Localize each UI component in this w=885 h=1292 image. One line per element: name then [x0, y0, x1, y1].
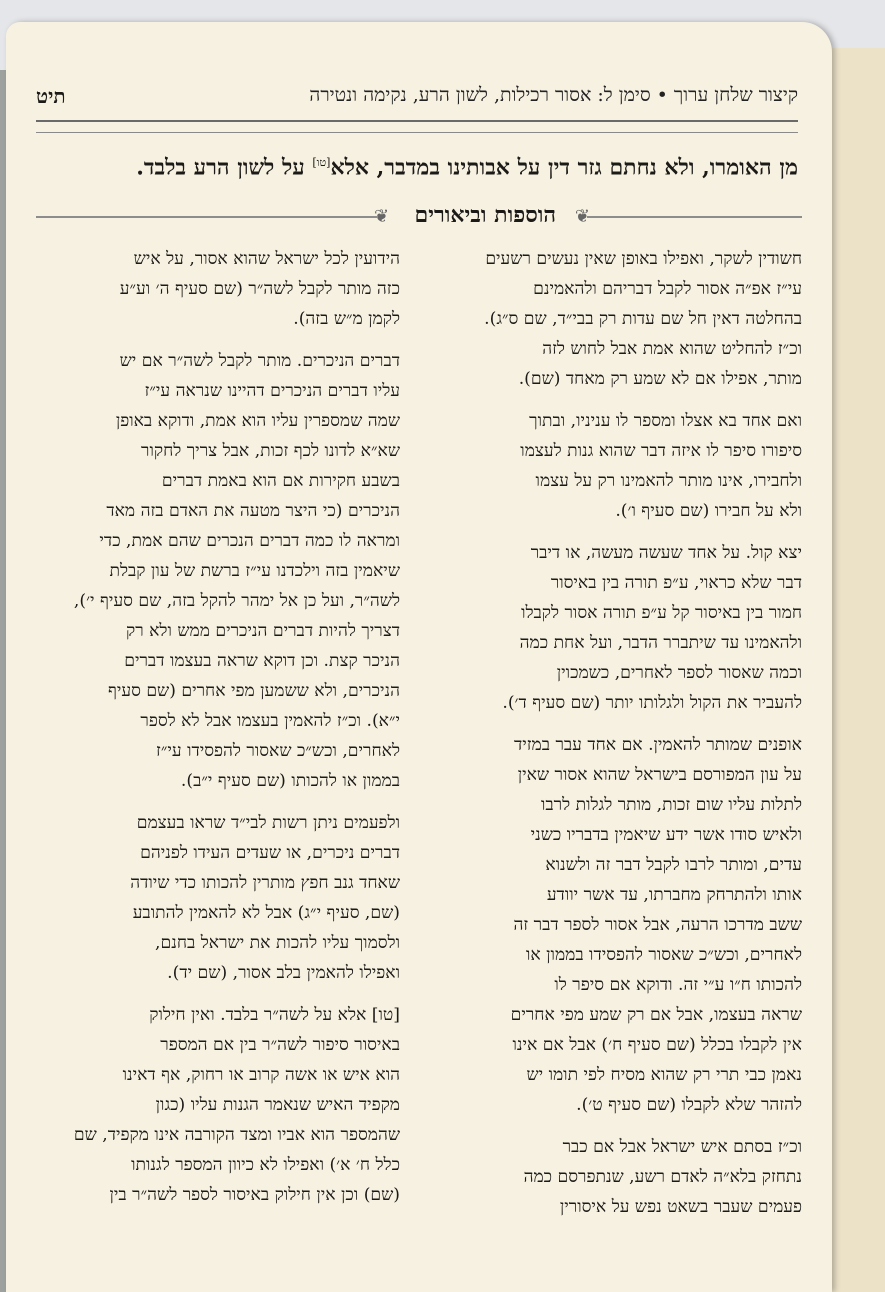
- paragraph: [50, 244, 400, 334]
- paragraph: [458, 730, 802, 1120]
- text-line: עליו דברים הניכרים דהיינו שנראה עי״ז: [144, 381, 400, 401]
- left-column: [50, 244, 400, 1222]
- text-line: הניכרים, ולא ששמען מפי אחרים (שם סעיף: [107, 681, 400, 701]
- text-line: ולהאמינו עד שיתברר הדבר, ועל אחת כמה: [519, 633, 802, 653]
- text-line: בשבע חקירות אם הוא באמת דברים: [161, 471, 400, 491]
- paragraph: [50, 346, 400, 796]
- text-line: אין לקבלו בכלל (שם סעיף ח׳) אבל אם אינו: [512, 1035, 802, 1055]
- text-line: יצא קול. על אחד שעשה מעשה, או דיבר: [530, 543, 802, 563]
- text-line: ולחבירו, אינו מותר להאמינו רק על עצמו: [535, 471, 802, 491]
- main-text-before: מן האומרו, ולא נחתם גזר דין על אבותינו במדבר, אלא: [330, 154, 798, 181]
- text-line: דבר שלא כראוי, ע״פ תורה בין באיסור: [550, 573, 802, 593]
- text-line: י״א). וכ״ז להאמין בעצמו אבל לא לספר: [140, 711, 400, 731]
- text-line: פעמים שעבר בשאט נפש על איסורין: [559, 1197, 802, 1217]
- text-line: מקפיד האיש שנאמר הגנות עליו (כגון: [155, 1095, 400, 1115]
- text-line: עדים, ומותר לרבו לקבל דבר זה ולשנוא: [545, 855, 802, 875]
- text-line: ששב מדרכו הרעה, אבל אסור לספר דבר זה: [513, 915, 802, 935]
- main-text-line: [36, 150, 798, 180]
- text-line: ומראה לו כמה דברים הנכרים שהם אמת, כדי: [99, 531, 400, 551]
- paragraph: [458, 1132, 802, 1222]
- main-text-after: על לשון הרע בלבד.: [136, 154, 313, 181]
- text-line: להכותו ח״ו ע״י זה. ודוקא אם סיפר לו: [554, 975, 802, 995]
- text-line: ולא על חבירו (שם סעיף ו׳).: [615, 501, 802, 521]
- book-page: [6, 22, 832, 1292]
- page-number: תיט: [36, 84, 66, 108]
- text-line: הידועין לכל ישראל שהוא אסור, על איש: [133, 249, 400, 269]
- text-line: ולפעמים ניתן רשות לבי״ד שראו בעצמם: [136, 813, 400, 833]
- text-line: שהמספר הוא אביו ומצד הקורבה אינו מקפיד, שם: [73, 1125, 400, 1145]
- text-line: וכ״ז להחליט שהוא אמת אבל לחוש לזה: [542, 339, 802, 359]
- text-line: [טו] אלא על לשה״ר בלבד. ואין חילוק: [149, 1005, 400, 1025]
- text-line: אופנים שמותר להאמין. אם אחד עבר במזיד: [513, 735, 802, 755]
- text-line: בהחלטה דאין חל שם עדות רק בבי״ד, שם ס״ג).: [484, 309, 802, 329]
- text-line: כזה מותר לקבל לשה״ר (שם סעיף ה׳ וע״ע: [119, 279, 400, 299]
- text-line: להזהר שלא לקבלו (שם סעיף ט׳).: [576, 1095, 802, 1115]
- text-line: נתחזק בלא״ה לאדם רשע, שנתפרסם כמה: [523, 1167, 802, 1187]
- section-divider: [36, 200, 802, 234]
- text-line: שאחד גנב חפץ מותרין להכותו כדי שיודה: [130, 873, 400, 893]
- text-line: וכ״ז בסתם איש ישראל אבל אם כבר: [562, 1137, 802, 1157]
- text-line: ולאיש סודו אשר ידע שיאמין בדבריו כשני: [530, 825, 802, 845]
- paragraph: [50, 808, 400, 988]
- divider-line-left: [36, 216, 378, 218]
- text-line: ואם אחד בא אצלו ומספר לו עניניו, ובתוך: [529, 411, 802, 431]
- text-line: כלל ח׳ א׳) ואפילו לא כיוון המספר לגנותו: [131, 1155, 400, 1175]
- text-line: לאחרים, וכש״כ שאסור להפסידו בממון או: [525, 945, 802, 965]
- text-line: עי״ז אפ״ה אסור לקבל דבריהם ולהאמינם: [533, 279, 802, 299]
- note-mark: [טו]: [312, 156, 331, 169]
- running-title: קיצור שלחן ערוך • סימן ל: אסור רכילות, לשון הרע, נקימה ונטירה: [309, 84, 798, 106]
- paragraph: [458, 244, 802, 394]
- text-line: לתלות עליו שום זכות, מותר לגלות לרבו: [540, 795, 802, 815]
- ornament-left-icon: ❦: [374, 206, 390, 227]
- text-line: דצריך להיות דברים הניכרים ממש ולא רק: [126, 621, 400, 641]
- text-line: על עון המפורסם בישראל שהוא אסור שאין: [517, 765, 802, 785]
- text-line: הניכרים (כי היצר מטעה את האדם בזה מאד: [106, 501, 400, 521]
- divider-line-right: [587, 216, 802, 218]
- text-line: ולסמוך עליו להכות את ישראל בחנם,: [155, 933, 400, 953]
- text-line: דברים ניכרים, או שעדים העידו לפניהם: [140, 843, 400, 863]
- text-line: שמה שמספרין עליו הוא אמת, ודוקא באופן: [115, 411, 400, 431]
- text-line: סיפורו סיפר לו איזה דבר שהוא גנות לעצמו: [520, 441, 802, 461]
- text-line: להעביר את הקול ולגלותו יותר (שם סעיף ד׳).: [502, 693, 802, 713]
- ornament-right-icon: ❦: [574, 206, 590, 227]
- text-line: לשה״ר, ועל כן אל ימהר להקל בזה, שם סעיף י׳),: [73, 591, 400, 611]
- paragraph: [458, 406, 802, 526]
- text-line: בממון או להכותו (שם סעיף י״ב).: [180, 771, 400, 791]
- text-line: ואפילו להאמין בלב אסור, (שם יד).: [167, 963, 400, 983]
- text-line: דברים הניכרים. מותר לקבל לשה״ר אם יש: [119, 351, 400, 371]
- header-rule: [36, 120, 798, 133]
- text-line: הוא איש או אשה קרוב או רחוק, אף דאינו: [122, 1065, 400, 1085]
- text-line: מותר, אפילו אם לא שמע רק מאחד (שם).: [518, 369, 802, 389]
- running-head: [36, 84, 798, 118]
- text-line: חמור בין באיסור קל ע״פ תורה אסור לקבלו: [521, 603, 802, 623]
- text-line: הניכר קצת. וכן דוקא שראה בעצמו דברים: [124, 651, 400, 671]
- text-line: שראה בעצמו, אבל אם רק שמע מפי אחרים: [510, 1005, 802, 1025]
- text-line: לאחרים, וכש״כ שאסור להפסידו עי״ז: [156, 741, 400, 761]
- text-line: וכמה שאסור לספר לאחרים, כשמכוין: [556, 663, 802, 683]
- text-line: שיאמין בזה וילכדנו עי״ז ברשת של עון קבלת: [109, 561, 400, 581]
- text-line: (שם, סעיף י״ג) אבל לא להאמין להתובע: [132, 903, 400, 923]
- section-title: הוספות וביאורים: [414, 202, 556, 228]
- text-line: אותו ולהתרחק מחברתו, עד אשר יוודע: [546, 885, 802, 905]
- text-line: נאמן כבי תרי רק שהוא מסיח לפי תומו יש: [526, 1065, 802, 1085]
- paragraph: [458, 538, 802, 718]
- paragraph: [50, 1000, 400, 1210]
- text-line: באיסור סיפור לשה״ר בין אם המספר: [160, 1035, 400, 1055]
- text-line: (שם) וכן אין חילוק באיסור לספר לשה״ר בין: [109, 1185, 400, 1205]
- text-line: חשודין לשקר, ואפילו באופן שאין נעשים רשעים: [485, 249, 802, 269]
- text-line: לקמן מ״ש בזה).: [293, 309, 400, 329]
- right-column: [458, 244, 802, 1234]
- text-line: שא״א לדונו לכף זכות, אבל צריך לחקור: [141, 441, 400, 461]
